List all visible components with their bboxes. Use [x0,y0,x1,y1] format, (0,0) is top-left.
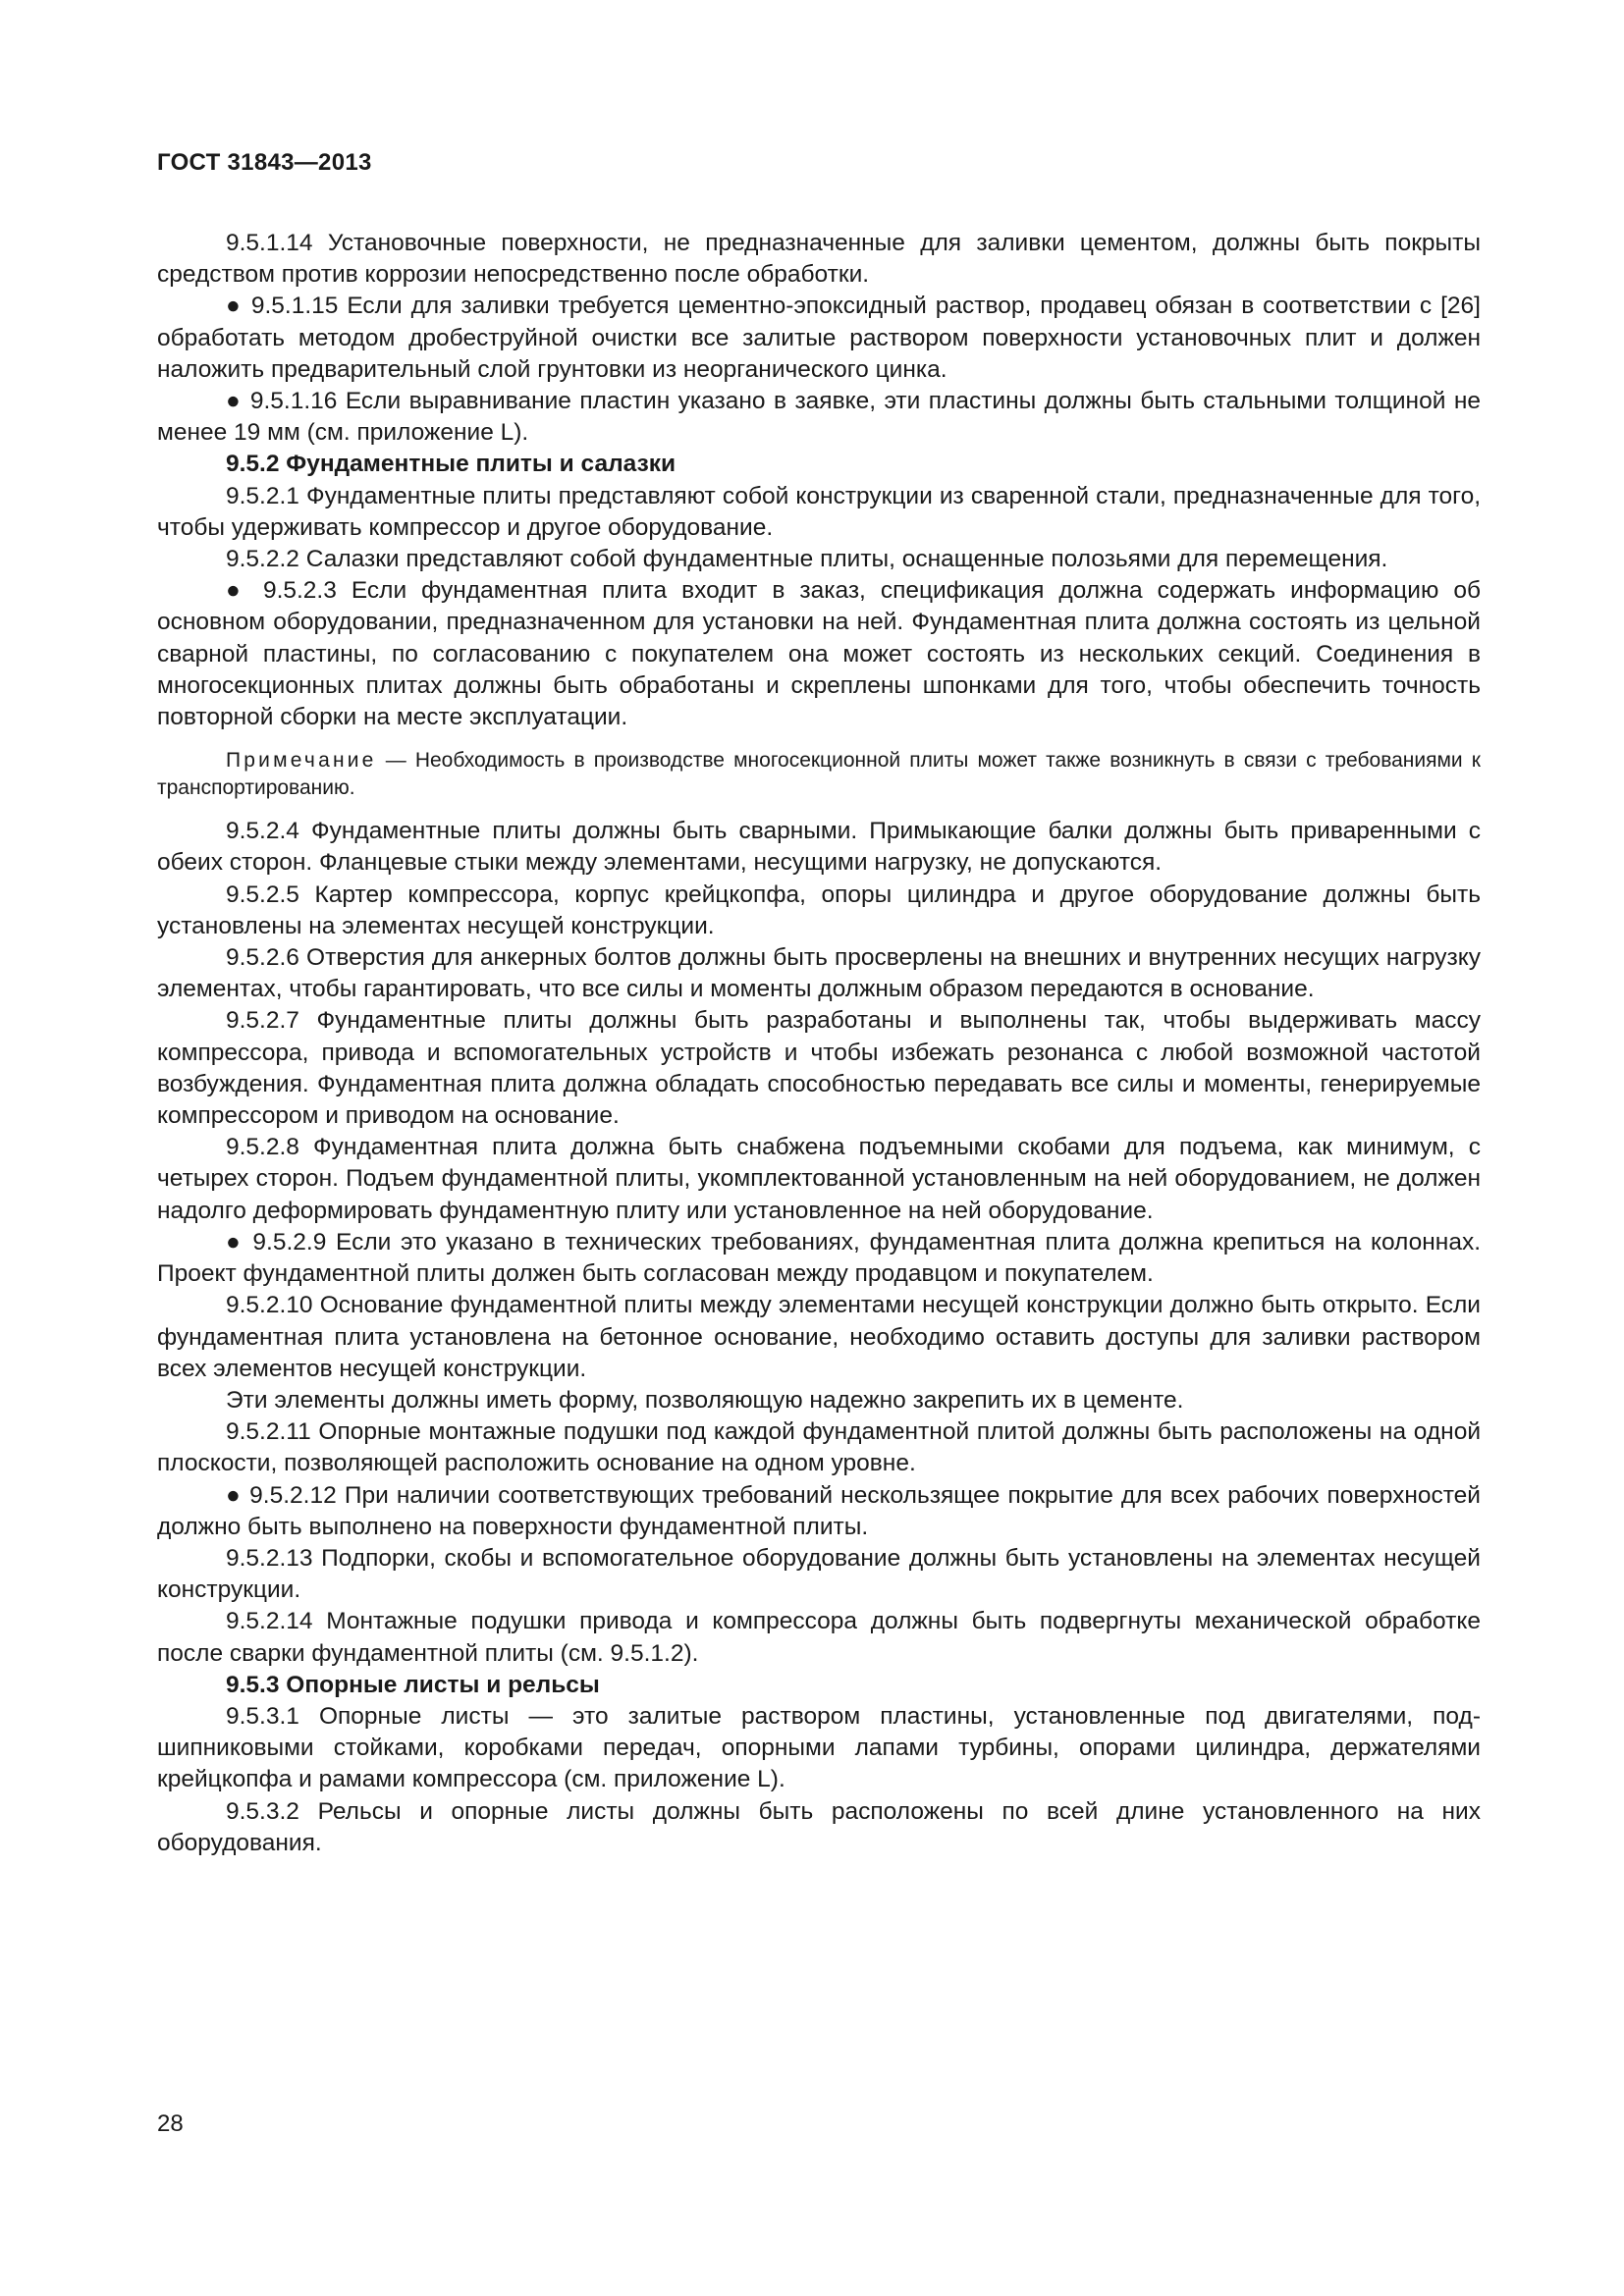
paragraph-9-5-2-1: 9.5.2.1 Фундаментные плиты представляют собой конструкции из сваренной стали, предназначенные для того, чтобы удерживать компрессор и другое оборудование. [157,482,1481,541]
paragraph-9-5-2-5: 9.5.2.5 Картер компрессора, корпус крейцкопфа, опоры цилиндра и другое оборудование должны быть установлены на элементах несущей конструкции. [157,881,1481,939]
document-body [157,228,1481,1859]
paragraph-9-5-2-2: 9.5.2.2 Салазки представляют собой фундаментные плиты, оснащенные полозьями для перемещения. [226,546,1388,573]
paragraph-9-5-2-10: 9.5.2.10 Основание фундаментной плиты между элементами несущей конструкции должно быть открыто. Если фундаментная плита установлена на бетонное основание, необходимо оставить доступы для заливки раствором всех элементов несущей конструкции. [157,1292,1481,1382]
paragraph-9-5-3-1: 9.5.3.1 Опорные листы — это залитые раствором пластины, установленные под двигателями, подшипниковыми стойками, коробками передач, опорными лапами турбины, опорами цилиндра, держателями крейцкопфа и рамами компрессора (см. приложение L). [157,1702,1481,1793]
page-number: 28 [157,2110,184,2137]
paragraph-9-5-2-9: ● 9.5.2.9 Если это указано в технических требованиях, фундаментная плита должна крепиться на колоннах. Проект фундаментной плиты должен быть согласован между продавцом и покупателем. [157,1228,1481,1288]
paragraph-9-5-1-16: ● 9.5.1.16 Если выравнивание пластин указано в заявке, эти пластины должны быть стальными толщиной не менее 19 мм (см. приложение L). [157,388,1481,447]
paragraph-9-5-2-14: 9.5.2.14 Монтажные подушки привода и компрессора должны быть подвергнуты механической обработке после сварки фундаментной плиты (см. 9.5.1.2). [157,1608,1481,1667]
document-code: ГОСТ 31843—2013 [157,149,372,176]
paragraph-9-5-2-13: 9.5.2.13 Подпорки, скобы и вспомогательное оборудование должны быть установлены на элементах несущей конструкции. [157,1544,1481,1604]
section-heading-9-5-3: 9.5.3 Опорные листы и рельсы [226,1671,600,1698]
note-label: Примечание [226,749,377,773]
paragraph-9-5-1-15: ● 9.5.1.15 Если для заливки требуется цементно-эпоксидный раствор, продавец обязан в соответствии с [26] обработать методом дробеструйной очистки все залитые раствором поверхности установочных плит и должен наложить предварительный слой грунтовки из неорганического цинка. [157,293,1481,383]
paragraph-9-5-2-10-continued: Эти элементы должны иметь форму, позволяющую надежно закрепить их в цементе. [226,1386,1184,1414]
paragraph-9-5-2-3: ● 9.5.2.3 Если фундаментная плита входит в заказ, спецификация должна содержать информацию об основном оборудовании, предназначенном для установки на ней. Фундаментная плита должна состоять из цельной сварной пластины, по согласованию с покупателем она может состоять из нескольких секций. Соединения в многосекционных плитах должны быть обработаны и скреплены шпонками для того, чтобы обеспечить точность повторной сборки на месте эксплуатации. [157,577,1481,731]
paragraph-9-5-2-8: 9.5.2.8 Фундаментная плита должна быть снабжена подъемными скобами для подъема, как минимум, с четырех сторон. Подъем фундаментной плиты, укомплектованной установленным на ней оборудованием, не должен надолго деформировать фундаментную плиту или установленное на ней оборудование. [157,1134,1481,1224]
note [157,747,1481,802]
paragraph-9-5-3-2: 9.5.3.2 Рельсы и опорные листы должны быть расположены по всей длине установленного на них оборудования. [157,1797,1481,1856]
paragraph-9-5-2-6: 9.5.2.6 Отверстия для анкерных болтов должны быть просверлены на внешних и внутренних несущих нагрузку элементах, чтобы гарантировать, что все силы и моменты должным образом передаются в основание. [157,944,1481,1003]
paragraph-9-5-2-7: 9.5.2.7 Фундаментные плиты должны быть разработаны и выполнены так, чтобы выдерживать массу компрессора, привода и вспомогательных устройств и чтобы избежать резонанса с любой возможной частотой возбуждения. Фундаментная плита должна обладать способностью передавать все силы и моменты, генерируемые компрессором и приводом на основание. [157,1007,1481,1130]
paragraph-9-5-2-4: 9.5.2.4 Фундаментные плиты должны быть сварными. Примыкающие балки должны быть приваренными с обеих сторон. Фланцевые стыки между элементами, несущими нагрузку, не допускаются. [157,818,1481,877]
note-text: — Необходимость в производстве многосекционной плиты может также возникнуть в связи с требованиями к транспортированию. [157,749,1481,800]
paragraph-9-5-2-12: ● 9.5.2.12 При наличии соответствующих требований нескользящее покрытие для всех рабочих поверхностей должно быть выполнено на поверхности фундаментной плиты. [157,1481,1481,1540]
paragraph-9-5-2-11: 9.5.2.11 Опорные монтажные подушки под каждой фундаментной плитой должны быть расположены на одной плоскости, позволяющей расположить основание на одном уровне. [157,1418,1481,1477]
section-heading-9-5-2: 9.5.2 Фундаментные плиты и салазки [226,451,677,478]
paragraph-9-5-1-14: 9.5.1.14 Установочные поверхности, не предназначенные для заливки цементом, должны быть покрыты средством против коррозии непосредственно после обработки. [157,230,1481,289]
